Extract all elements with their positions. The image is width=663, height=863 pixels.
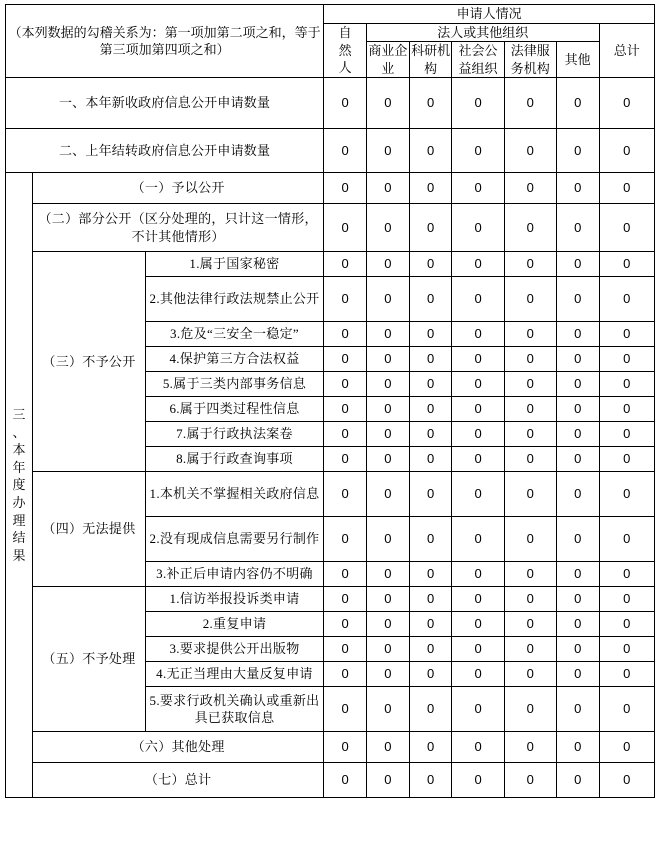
cell-value: 0: [324, 447, 367, 472]
cell-value: 0: [599, 763, 654, 798]
table-row: [6, 587, 655, 612]
cell-value: 0: [324, 277, 367, 322]
cell-value: 0: [504, 129, 556, 173]
cell-value: 0: [324, 173, 367, 204]
cell-value: 0: [366, 587, 409, 612]
cell-value: 0: [366, 687, 409, 732]
cell-value: 0: [556, 252, 599, 277]
cell-value: 0: [324, 204, 367, 252]
cell-value: 0: [452, 662, 504, 687]
row-label-new-applications-this-year: 一、本年新收政府信息公开申请数量: [6, 78, 324, 129]
cell-value: 0: [556, 662, 599, 687]
cell-value: 0: [452, 612, 504, 637]
cell-value: 0: [556, 763, 599, 798]
row-label-partially-disclosed: （二）部分公开（区分处理的，只计这一情形，不计其他情形）: [33, 204, 324, 252]
cell-value: 0: [556, 347, 599, 372]
cell-value: 0: [452, 204, 504, 252]
cell-value: 0: [366, 447, 409, 472]
cell-value: 0: [409, 322, 452, 347]
group-label-unable-to-provide: （四）无法提供: [33, 472, 146, 587]
section-label-annual-handling-results: [6, 173, 33, 798]
cell-value: 0: [504, 687, 556, 732]
cell-value: 0: [504, 472, 556, 517]
cell-value: 0: [324, 252, 367, 277]
cell-value: 0: [504, 204, 556, 252]
cell-value: 0: [366, 372, 409, 397]
table-row: [6, 472, 655, 517]
cell-value: 0: [452, 372, 504, 397]
cell-value: 0: [324, 562, 367, 587]
cell-value: 0: [452, 252, 504, 277]
cell-value: 0: [556, 612, 599, 637]
cell-value: 0: [452, 562, 504, 587]
cell-value: 0: [409, 422, 452, 447]
cell-value: 0: [324, 612, 367, 637]
cell-value: 0: [409, 637, 452, 662]
cell-value: 0: [556, 422, 599, 447]
cell-value: 0: [599, 732, 654, 763]
row-label-other-handling: （六）其他处理: [33, 732, 324, 763]
cell-value: 0: [324, 662, 367, 687]
cell-value: 0: [409, 732, 452, 763]
cell-value: 0: [366, 612, 409, 637]
cell-value: 0: [409, 277, 452, 322]
row-label-protect-third-party-rights: 4.保护第三方合法权益: [145, 347, 323, 372]
cell-value: 0: [504, 422, 556, 447]
cell-value: 0: [452, 173, 504, 204]
table-row: [6, 252, 655, 277]
cell-value: 0: [556, 447, 599, 472]
cell-value: 0: [599, 517, 654, 562]
row-label-law-enforcement-files: 7.属于行政执法案卷: [145, 422, 323, 447]
cell-value: 0: [504, 517, 556, 562]
cell-value: 0: [504, 252, 556, 277]
cell-value: 0: [504, 277, 556, 322]
cell-value: 0: [504, 322, 556, 347]
cell-value: 0: [409, 612, 452, 637]
cell-value: 0: [409, 252, 452, 277]
cell-value: 0: [556, 517, 599, 562]
table-row: [6, 173, 655, 204]
cell-value: 0: [504, 637, 556, 662]
row-label-petition-report-complaint: 1.信访举报投诉类申请: [145, 587, 323, 612]
table-body: [6, 78, 655, 798]
cell-value: 0: [599, 612, 654, 637]
cell-value: 0: [504, 612, 556, 637]
cell-value: 0: [452, 422, 504, 447]
cell-value: 0: [599, 173, 654, 204]
cell-value: 0: [599, 447, 654, 472]
corner-note: （本列数据的勾稽关系为：第一项加第二项之和，等于第三项加第四项之和）: [6, 5, 324, 78]
cell-value: 0: [556, 397, 599, 422]
cell-value: 0: [452, 447, 504, 472]
row-label-process-info: 6.属于四类过程性信息: [145, 397, 323, 422]
row-label-administrative-inquiry: 8.属于行政查询事项: [145, 447, 323, 472]
header-col-research-institution: 科研机构: [409, 42, 452, 78]
table-row: [6, 763, 655, 798]
cell-value: 0: [556, 173, 599, 204]
cell-value: 0: [409, 447, 452, 472]
header-natural-person: 自 然 人: [324, 23, 367, 78]
disclosure-statistics-table: [5, 4, 655, 798]
row-label-agency-does-not-hold-info: 1.本机关不掌握相关政府信息: [145, 472, 323, 517]
cell-value: 0: [599, 372, 654, 397]
cell-value: 0: [556, 129, 599, 173]
cell-value: 0: [599, 322, 654, 347]
cell-value: 0: [452, 472, 504, 517]
section-label-text: 三 、 本 年 度 办 理 结 果: [12, 407, 26, 563]
cell-value: 0: [556, 78, 599, 129]
cell-value: 0: [324, 687, 367, 732]
cell-value: 0: [452, 637, 504, 662]
header-col-social-welfare-org: 社会公益组织: [452, 42, 504, 78]
cell-value: 0: [504, 173, 556, 204]
cell-value: 0: [324, 347, 367, 372]
cell-value: 0: [452, 397, 504, 422]
cell-value: 0: [599, 637, 654, 662]
cell-value: 0: [599, 422, 654, 447]
row-label-disclosed: （一）予以公开: [33, 173, 324, 204]
cell-value: 0: [599, 397, 654, 422]
cell-value: 0: [409, 472, 452, 517]
cell-value: 0: [599, 687, 654, 732]
cell-value: 0: [409, 173, 452, 204]
cell-value: 0: [366, 397, 409, 422]
cell-value: 0: [366, 422, 409, 447]
table-row: [6, 129, 655, 173]
cell-value: 0: [504, 662, 556, 687]
cell-value: 0: [409, 517, 452, 562]
cell-value: 0: [409, 662, 452, 687]
cell-value: 0: [599, 204, 654, 252]
cell-value: 0: [556, 472, 599, 517]
cell-value: 0: [366, 252, 409, 277]
cell-value: 0: [366, 637, 409, 662]
header-legal-or-other-org: 法人或其他组织: [366, 23, 599, 42]
cell-value: 0: [452, 732, 504, 763]
cell-value: 0: [556, 637, 599, 662]
row-label-no-ready-made-info: 2.没有现成信息需要另行制作: [145, 517, 323, 562]
cell-value: 0: [324, 372, 367, 397]
cell-value: 0: [599, 472, 654, 517]
row-label-request-published-materials: 3.要求提供公开出版物: [145, 637, 323, 662]
cell-value: 0: [452, 277, 504, 322]
row-label-request-confirm-or-reissue: 5.要求行政机关确认或重新出具已获取信息: [145, 687, 323, 732]
table-row: [6, 732, 655, 763]
cell-value: 0: [504, 372, 556, 397]
cell-value: 0: [409, 129, 452, 173]
cell-value: 0: [366, 322, 409, 347]
cell-value: 0: [409, 78, 452, 129]
cell-value: 0: [599, 347, 654, 372]
cell-value: 0: [556, 562, 599, 587]
cell-value: 0: [599, 129, 654, 173]
cell-value: 0: [409, 687, 452, 732]
cell-value: 0: [452, 763, 504, 798]
cell-value: 0: [504, 347, 556, 372]
header-row-1: [6, 5, 655, 24]
cell-value: 0: [324, 129, 367, 173]
cell-value: 0: [409, 397, 452, 422]
header-col-commercial-enterprise: 商业企业: [366, 42, 409, 78]
cell-value: 0: [452, 322, 504, 347]
cell-value: 0: [452, 587, 504, 612]
row-label-carried-over-applications: 二、上年结转政府信息公开申请数量: [6, 129, 324, 173]
cell-value: 0: [366, 732, 409, 763]
cell-value: 0: [324, 472, 367, 517]
cell-value: 0: [556, 587, 599, 612]
cell-value: 0: [599, 662, 654, 687]
header-grand-total: 总计: [599, 23, 654, 78]
cell-value: 0: [452, 347, 504, 372]
cell-value: 0: [409, 372, 452, 397]
cell-value: 0: [504, 587, 556, 612]
cell-value: 0: [366, 173, 409, 204]
row-label-state-secret: 1.属于国家秘密: [145, 252, 323, 277]
cell-value: 0: [366, 78, 409, 129]
cell-value: 0: [366, 204, 409, 252]
cell-value: 0: [324, 322, 367, 347]
row-label-internal-affairs-info: 5.属于三类内部事务信息: [145, 372, 323, 397]
cell-value: 0: [452, 78, 504, 129]
cell-value: 0: [366, 277, 409, 322]
cell-value: 0: [409, 204, 452, 252]
cell-value: 0: [324, 763, 367, 798]
cell-value: 0: [504, 447, 556, 472]
table-row: [6, 204, 655, 252]
header-col-legal-service-org: 法律服务机构: [504, 42, 556, 78]
cell-value: 0: [324, 78, 367, 129]
cell-value: 0: [324, 397, 367, 422]
cell-value: 0: [504, 763, 556, 798]
cell-value: 0: [366, 562, 409, 587]
cell-value: 0: [504, 562, 556, 587]
cell-value: 0: [366, 662, 409, 687]
cell-value: 0: [599, 252, 654, 277]
cell-value: 0: [556, 687, 599, 732]
cell-value: 0: [556, 322, 599, 347]
cell-value: 0: [452, 129, 504, 173]
cell-value: 0: [409, 763, 452, 798]
row-label-still-unclear-after-correction: 3.补正后申请内容仍不明确: [145, 562, 323, 587]
row-label-repeated-applications-no-cause: 4.无正当理由大量反复申请: [145, 662, 323, 687]
cell-value: 0: [366, 129, 409, 173]
cell-value: 0: [366, 763, 409, 798]
cell-value: 0: [556, 204, 599, 252]
header-col-other: 其他: [556, 42, 599, 78]
row-label-endanger-security-stability: 3.危及“三安全一稳定”: [145, 322, 323, 347]
cell-value: 0: [556, 372, 599, 397]
table-header: [6, 5, 655, 78]
cell-value: 0: [324, 637, 367, 662]
cell-value: 0: [324, 422, 367, 447]
group-label-not-disclosed: （三）不予公开: [33, 252, 146, 472]
cell-value: 0: [599, 277, 654, 322]
cell-value: 0: [504, 732, 556, 763]
cell-value: 0: [324, 587, 367, 612]
cell-value: 0: [324, 517, 367, 562]
row-label-duplicate-application: 2.重复申请: [145, 612, 323, 637]
cell-value: 0: [452, 517, 504, 562]
cell-value: 0: [366, 472, 409, 517]
cell-value: 0: [504, 397, 556, 422]
cell-value: 0: [366, 517, 409, 562]
cell-value: 0: [452, 687, 504, 732]
cell-value: 0: [504, 78, 556, 129]
row-label-other-laws-prohibit: 2.其他法律行政法规禁止公开: [145, 277, 323, 322]
cell-value: 0: [556, 732, 599, 763]
table-row: [6, 78, 655, 129]
cell-value: 0: [409, 587, 452, 612]
cell-value: 0: [556, 277, 599, 322]
cell-value: 0: [409, 347, 452, 372]
group-label-not-processed: （五）不予处理: [33, 587, 146, 732]
cell-value: 0: [366, 347, 409, 372]
cell-value: 0: [599, 562, 654, 587]
cell-value: 0: [409, 562, 452, 587]
cell-value: 0: [599, 78, 654, 129]
row-label-section-total: （七）总计: [33, 763, 324, 798]
cell-value: 0: [599, 587, 654, 612]
cell-value: 0: [324, 732, 367, 763]
header-applicant-situation: 申请人情况: [324, 5, 655, 24]
